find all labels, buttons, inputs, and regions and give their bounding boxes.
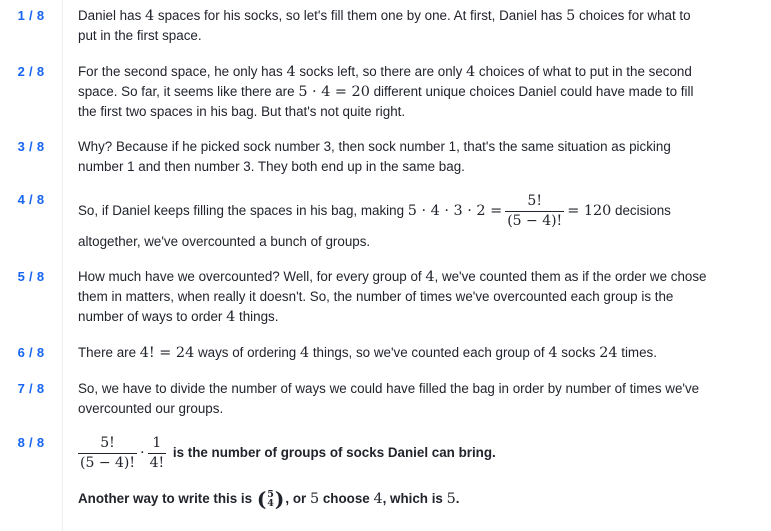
- step-text: So, if Daniel keeps filling the spaces in his bag, making 5 · 4 · 3 · 2 = $\frac{5!}{(5 - 4)!}$ = 120 decisions altogether, we've overcounted a bunch of groups.: [78, 192, 671, 249]
- step-number: 3 / 8: [17, 139, 45, 154]
- step-text: How much have we overcounted? Well, for every group of 4, we've counted them as if the order we chose them in matters, when really it doesn't. So, the number of times we've overcounted each group is the number of ways to order 4 things.: [78, 269, 707, 325]
- step-number: 8 / 8: [17, 435, 45, 450]
- step-number: 2 / 8: [17, 64, 45, 79]
- step-text: So, we have to divide the number of ways we could have filled the bag in order by number of times we've overcounted our groups.: [78, 381, 700, 416]
- step-text: Why? Because if he picked sock number 3, then sock number 1, that's the same situation as picking number 1 and then number 3. They both end up in the same bag.: [78, 139, 671, 174]
- step-number: 6 / 8: [17, 345, 45, 360]
- step-number: 4 / 8: [17, 192, 45, 207]
- fraction: $\frac{5!}{(5 - 4)!}$: [80, 434, 135, 471]
- step-number: 7 / 8: [17, 381, 45, 396]
- step-text: For the second space, he only has 4 socks left, so there are only 4 choices of what to put in the second space. So far, it seems like there are 5 · 4 = 20 different unique choices Daniel could have made to fill the first two spaces in his bag. But that's not quite right.: [78, 64, 694, 119]
- step-text: There are 4! = 24 ways of ordering 4 things, so we've counted each group of 4 socks 24 times.: [78, 345, 657, 361]
- step-text: $\frac{5!}{(5 - 4)!}$ · $\frac{1}{4!}$ is the number of groups of socks Daniel can bring. Another way to write this is ( 5 4 ) , or 5 choose 4, which is 5.: [78, 434, 496, 512]
- binomial: ( 5 4 ): [256, 487, 285, 512]
- step-rail: [0, 0, 63, 531]
- fraction: $\frac{1}{4!}$: [149, 434, 165, 471]
- fraction: $\frac{5!}{(5 - 4)!}$: [507, 192, 563, 229]
- step-text: Daniel has 4 spaces for his socks, so let's fill them one by one. At first, Daniel has 5 choices for what to put in the first space.: [78, 8, 691, 43]
- step-number: 1 / 8: [17, 8, 45, 23]
- step-number: 5 / 8: [17, 269, 45, 284]
